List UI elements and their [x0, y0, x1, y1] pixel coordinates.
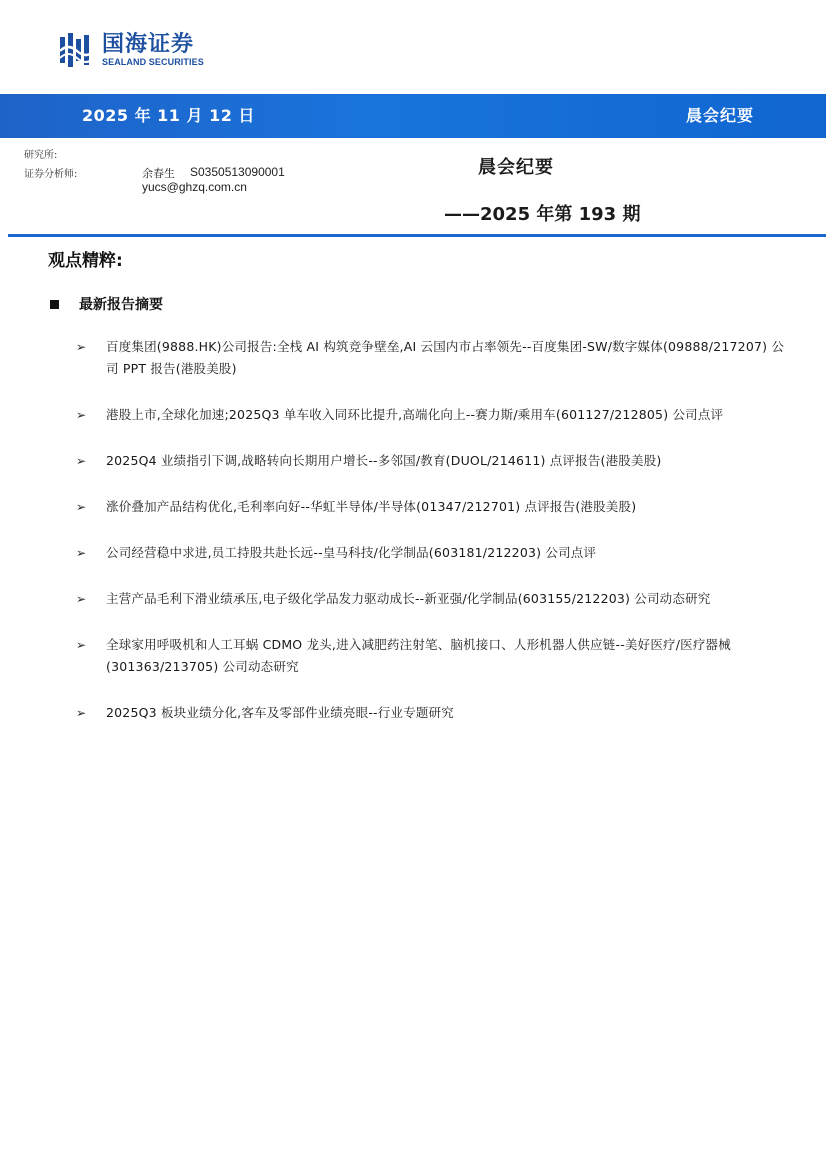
list-item	[76, 702, 796, 724]
list-item	[76, 542, 796, 564]
arrow-bullet-icon: ➢	[76, 408, 87, 422]
report-date: 2025 年 11 月 12 日	[82, 106, 255, 125]
header-band	[0, 94, 826, 138]
divider-line	[8, 234, 826, 237]
list-item	[76, 450, 796, 472]
list-item-text: 公司经营稳中求进,员工持股共赴长远--皇马科技/化学制品(603181/212203) 公司点评	[106, 545, 597, 560]
arrow-bullet-icon: ➢	[76, 546, 87, 560]
list-item	[76, 634, 796, 678]
section-heading: 观点精粹:	[48, 251, 123, 271]
arrow-bullet-icon: ➢	[76, 592, 87, 606]
arrow-bullet-icon: ➢	[76, 706, 87, 720]
analyst-label: 证券分析师:	[24, 169, 78, 180]
list-item	[76, 404, 796, 426]
list-item-text: 全球家用呼吸机和人工耳蜗 CDMO 龙头,进入减肥药注射笔、脑机接口、人形机器人供应链--美好医疗/医疗器械(301363/213705) 公司动态研究	[106, 637, 731, 674]
arrow-bullet-icon: ➢	[76, 500, 87, 514]
arrow-bullet-icon: ➢	[76, 454, 87, 468]
list-item-text: 2025Q4 业绩指引下调,战略转向长期用户增长--多邻国/教育(DUOL/214611) 点评报告(港股美股)	[106, 453, 662, 468]
list-item	[76, 336, 796, 380]
list-item-text: 主营产品毛利下滑业绩承压,电子级化学品发力驱动成长--新亚强/化学制品(603155/212203) 公司动态研究	[106, 591, 711, 606]
list-item	[76, 588, 796, 610]
company-logo	[58, 30, 204, 70]
document-subtitle: ——2025 年第 193 期	[444, 204, 641, 225]
list-item-text: 2025Q3 板块业绩分化,客车及零部件业绩亮眼--行业专题研究	[106, 705, 454, 720]
analyst-email[interactable]: yucs@ghzq.com.cn	[142, 180, 247, 194]
logo-chinese-name: 国海证券	[102, 31, 195, 57]
report-type: 晨会纪要	[685, 106, 754, 125]
document-title: 晨会纪要	[478, 157, 554, 178]
arrow-bullet-icon: ➢	[76, 638, 87, 652]
square-bullet-icon	[50, 300, 59, 309]
analyst-name: 余春生	[142, 167, 175, 180]
institute-label: 研究所:	[24, 150, 58, 161]
subheading-text: 最新报告摘要	[79, 297, 163, 313]
list-item-text: 港股上市,全球化加速;2025Q3 单车收入同环比提升,高端化向上--赛力斯/乘用车(601127/212805) 公司点评	[106, 407, 724, 422]
list-item-text: 涨价叠加产品结构优化,毛利率向好--华虹半导体/半导体(01347/212701) 点评报告(港股美股)	[106, 499, 637, 514]
list-item	[76, 496, 796, 518]
arrow-bullet-icon: ➢	[76, 340, 87, 354]
subheading	[50, 294, 163, 314]
analyst-code: S0350513090001	[190, 165, 285, 179]
report-list	[76, 336, 796, 748]
logo-english-name: SEALAND SECURITIES	[102, 56, 204, 67]
sealand-logo-icon	[58, 31, 96, 69]
list-item-text: 百度集团(9888.HK)公司报告:全栈 AI 构筑竞争壁垒,AI 云国内市占率领先--百度集团-SW/数字媒体(09888/217207) 公司 PPT 报告(港股美股)	[106, 339, 785, 376]
